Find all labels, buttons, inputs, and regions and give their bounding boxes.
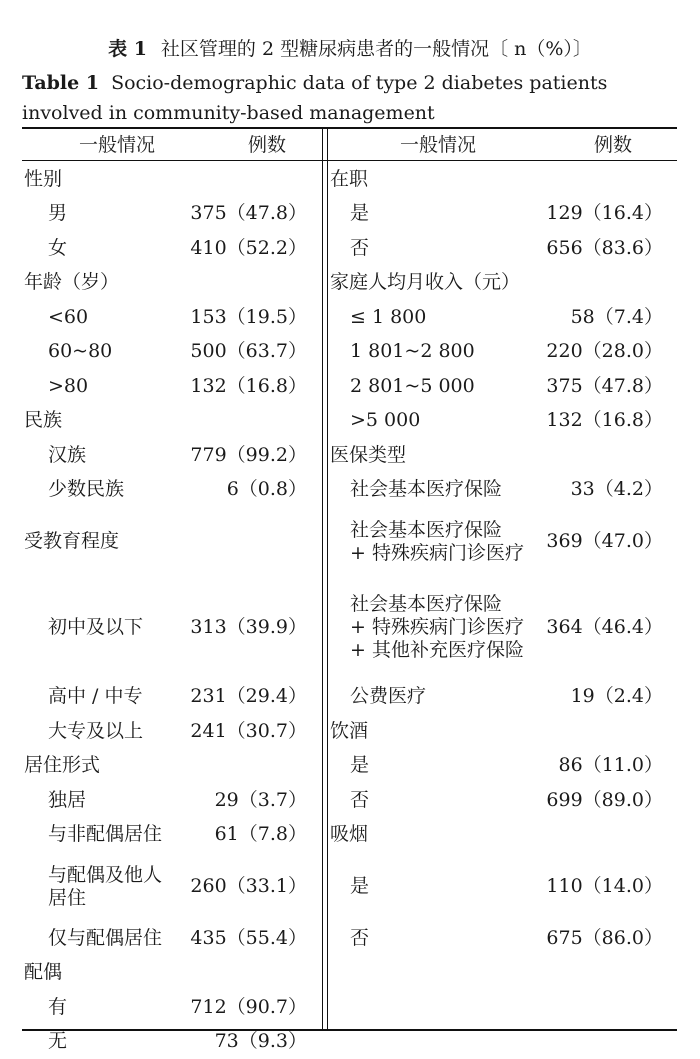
right-row-label: 社会基本医疗保险 + 特殊疾病门诊医疗 [350,507,550,576]
left-row-count: 500（63.7） [200,335,307,370]
right-row-label: 饮酒 [330,714,530,749]
right-row-label: 是 [350,749,550,784]
left-row-label: 性别 [24,162,184,197]
right-row-count: 132（16.8） [545,404,663,439]
left-row-label: 与配偶及他人 居住 [48,852,208,921]
right-row-label: 社会基本医疗保险 [350,473,550,508]
left-row-count: 313（39.9） [200,576,307,680]
left-row-count: 73（9.3） [200,1025,307,1059]
left-row-label: 受教育程度 [24,507,184,576]
right-row-label: 家庭人均月收入（元） [330,266,530,301]
right-row-count: 369（47.0） [545,507,663,576]
right-row-label: 否 [350,783,550,818]
left-row-label: 男 [48,197,208,232]
left-row-label: 60~80 [48,335,208,370]
left-row-label: 有 [48,990,208,1025]
right-row-count: 110（14.0） [545,852,663,921]
right-row-count: 86（11.0） [545,749,663,784]
left-row-label: 居住形式 [24,749,184,784]
right-row-label: ≤ 1 800 [350,300,550,335]
left-row-count: 779（99.2） [200,438,307,473]
left-row-label: 无 [48,1025,208,1059]
table-top-rule [22,127,677,129]
left-row-count: 132（16.8） [200,369,307,404]
left-row-count: 241（30.7） [200,714,307,749]
left-row-count: 375（47.8） [200,197,307,232]
right-row-label: >5 000 [350,404,550,439]
left-header-count: 例数 [212,131,322,159]
left-row-count: 29（3.7） [200,783,307,818]
left-row-label: 汉族 [48,438,208,473]
left-row-count: 712（90.7） [200,990,307,1025]
right-row-label: 否 [350,921,550,956]
right-row-label: 是 [350,852,550,921]
table-caption-en [22,68,682,128]
left-row-label: 独居 [48,783,208,818]
right-row-count: 375（47.8） [545,369,663,404]
left-row-count: 410（52.2） [200,231,307,266]
caption-en-text: Socio-demographic data of type 2 diabetes patients involved in community-based management [22,72,607,124]
left-row-count: 6（0.8） [200,473,307,508]
column-divider [322,128,323,1030]
right-row-label: 公费医疗 [350,680,550,715]
left-row-label: 配偶 [24,956,184,991]
right-row-label: 医保类型 [330,438,530,473]
left-row-label: <60 [48,300,208,335]
right-row-label: 否 [350,231,550,266]
left-row-label: 初中及以下 [48,576,208,680]
right-row-label: 2 801~5 000 [350,369,550,404]
right-row-count: 699（89.0） [545,783,663,818]
right-row-count: 129（16.4） [545,197,663,232]
right-row-label: 社会基本医疗保险 + 特殊疾病门诊医疗 + 其他补充医疗保险 [350,576,550,680]
left-row-label: 大专及以上 [48,714,208,749]
caption-en-label: Table 1 [22,72,99,94]
table-header-rule [22,160,677,161]
right-row-count: 656（83.6） [545,231,663,266]
right-row-label: 是 [350,197,550,232]
left-header-item: 一般情况 [22,131,212,159]
left-row-label: >80 [48,369,208,404]
right-row-label: 在职 [330,162,530,197]
right-header-item: 一般情况 [328,131,548,159]
right-row-label: 吸烟 [330,818,530,853]
table-caption-zh [0,34,700,61]
right-row-count: 675（86.0） [545,921,663,956]
right-row-count: 33（4.2） [545,473,663,508]
left-row-count: 231（29.4） [200,680,307,715]
right-header-count: 例数 [548,131,678,159]
left-row-count: 260（33.1） [200,852,307,921]
column-divider [327,128,328,1030]
left-row-count: 435（55.4） [200,921,307,956]
left-row-count: 153（19.5） [200,300,307,335]
caption-zh-text: 社区管理的 2 型糖尿病患者的一般情况〔 n（%）〕 [161,38,592,60]
right-row-count: 364（46.4） [545,576,663,680]
right-row-count: 19（2.4） [545,680,663,715]
left-row-label: 高中 / 中专 [48,680,208,715]
left-row-label: 女 [48,231,208,266]
right-row-label: 1 801~2 800 [350,335,550,370]
left-row-label: 与非配偶居住 [48,818,208,853]
left-row-label: 少数民族 [48,473,208,508]
caption-zh-label: 表 1 [108,38,147,60]
left-row-label: 仅与配偶居住 [48,921,208,956]
left-row-count: 61（7.8） [200,818,307,853]
right-row-count: 58（7.4） [545,300,663,335]
left-row-label: 民族 [24,404,184,439]
left-row-label: 年龄（岁） [24,266,184,301]
right-row-count: 220（28.0） [545,335,663,370]
